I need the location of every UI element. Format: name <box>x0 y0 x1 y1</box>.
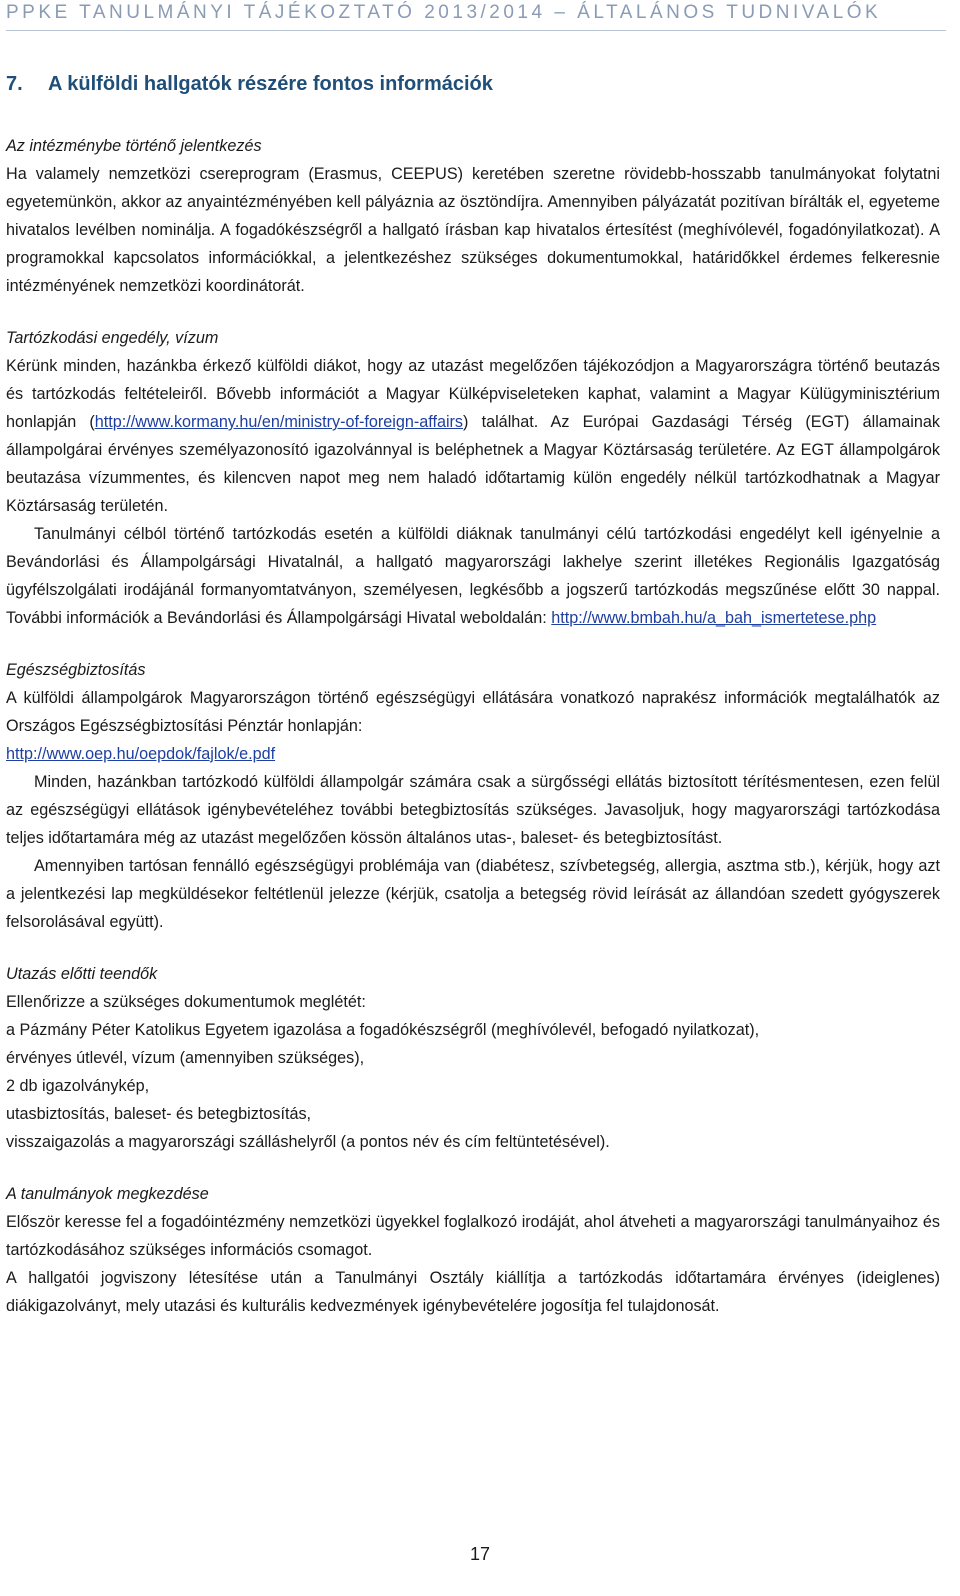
travel-intro: Ellenőrizze a szükséges dokumentumok meglétét: <box>6 993 366 1011</box>
studies-paragraph-1: Először keresse fel a fogadóintézmény nemzetközi ügyekkel foglalkozó irodáját, ahol átveheti a magyarországi tanulmányaihoz és tartózkodásához szükséges információs csomagot. <box>6 1213 940 1259</box>
section-heading-application: Az intézménybe történő jelentkezés <box>6 137 262 155</box>
travel-list-item: visszaigazolás a magyarországi szálláshelyről (a pontos név és cím feltüntetésével). <box>6 1133 610 1151</box>
residence-text-c: Tanulmányi célból történő tartózkodás esetén a külföldi diáknak tanulmányi célú tartózkodási engedélyt kell igényelnie a Bevándorlási és Állampolgársági Hivatalnál, a hallgató magyarországi lakhelye szerint illetékes Regionális Igazgatóság ügyfélszolgálati irodájánál formanyomtatványon, személyesen, legkésőbb a jogszerű tartózkodás megszűnése előtt 30 nappal. További információk a Bevándorlási és Állampolgársági Hivatal weboldalán: <box>6 525 940 627</box>
travel-list-item: 2 db igazolványkép, <box>6 1077 150 1095</box>
travel-list-item: a Pázmány Péter Katolikus Egyetem igazolása a fogadókészségről (meghívólevél, befogadó nyilatkozat), <box>6 1021 760 1039</box>
running-header: PPKE TANULMÁNYI TÁJÉKOZTATÓ 2013/2014 – ÁLTALÁNOS TUDNIVALÓK <box>6 2 882 23</box>
health-paragraph-2: Minden, hazánkban tartózkodó külföldi állampolgár számára csak a sürgősségi ellátás biztosított térítésmentesen, ezen felül az egészségügyi ellátások igénybevételéhez további betegbiztosítás szükséges. Javasoljuk, hogy magyarországi tartózkodása teljes időtartamára még az utazást megelőzően kössön általános utas-, baleset- és betegbiztosítást. <box>6 773 940 847</box>
residence-text-a: Kérünk minden, hazánkba érkező külföldi diákot, hogy az utazást megelőzően tájékozódjon a Magyarországra történő beutazás és tartózkodás feltételeiről. Bővebb információt a Magyar Külképviseleteken kaphat, valamint a Magyar Külügyminisztérium honlapján ( <box>6 357 940 431</box>
chapter-number: 7. <box>6 73 23 95</box>
health-link-line <box>6 740 940 768</box>
body-text <box>6 132 940 1320</box>
travel-list-item: érvényes útlevél, vízum (amennyiben szükséges), <box>6 1049 365 1067</box>
section-heading-health: Egészségbiztosítás <box>6 661 146 679</box>
health-insurance-link[interactable]: http://www.oep.hu/oepdok/fajlok/e.pdf <box>6 745 276 763</box>
travel-list-item: utasbiztosítás, baleset- és betegbiztosítás, <box>6 1105 312 1123</box>
health-paragraph-3: Amennyiben tartósan fennálló egészségügyi problémája van (diabétesz, szívbetegség, allergia, asztma stb.), kérjük, hogy azt a jelentkezési lap megküldésekor feltétlenül jelezze (kérjük, csatolja a betegség rövid leírását az állandóan szedett gyógyszerek felsorolásával együtt). <box>6 857 940 931</box>
residence-paragraph-2 <box>6 520 940 632</box>
header-rule <box>6 30 946 31</box>
health-paragraph-1: A külföldi állampolgárok Magyarországon történő egészségügyi ellátására vonatkozó naprakész információk megtalálhatók az Országos Egészségbiztosítási Pénztár honlapján: <box>6 689 940 735</box>
section-heading-residence: Tartózkodási engedély, vízum <box>6 329 219 347</box>
section-heading-studies: A tanulmányok megkezdése <box>6 1185 209 1203</box>
chapter-title <box>6 73 493 96</box>
page-number: 17 <box>469 1544 491 1564</box>
foreign-ministry-link[interactable]: http://www.kormany.hu/en/ministry-of-foreign-affairs <box>94 413 464 431</box>
section-heading-travel: Utazás előtti teendők <box>6 965 158 983</box>
chapter-title-text: A külföldi hallgatók részére fontos információk <box>48 73 493 95</box>
residence-text-b: ) találhat. Az Európai Gazdasági Térség (EGT) államainak állampolgárai érvényes személyazonosító igazolvánnyal is beléphetnek a Magyar Köztársaság területére. Az EGT állampolgárok beutazása vízummentes, és kilencven napot meg nem haladó időtartamig külön engedély nélkül tartózkodhatnak a Magyar Köztársaság területén. <box>6 413 940 515</box>
residence-paragraph-1 <box>6 352 940 520</box>
immigration-office-link[interactable]: http://www.bmbah.hu/a_bah_ismertetese.php <box>551 609 877 627</box>
application-paragraph: Ha valamely nemzetközi csereprogram (Erasmus, CEEPUS) keretében szeretne rövidebb-hosszabb tanulmányokat folytatni egyetemünkön, akkor az anyaintézményében kell pályáznia az ösztöndíjra. Amennyiben pályázatát pozitívan bírálták el, egyeteme hivatalos levélben nominálja. A fogadókészségről a hallgató írásban kap hivatalos értesítést (meghívólevél, fogadónyilatkozat). A programokkal kapcsolatos információkkal, a jelentkezéshez szükséges dokumentumokkal, határidőkkel érdemes felkeresnie intézményének nemzetközi koordinátorát. <box>6 165 940 295</box>
studies-paragraph-2: A hallgatói jogviszony létesítése után a Tanulmányi Osztály kiállítja a tartózkodás időtartamára érvényes (ideiglenes) diákigazolványt, mely utazási és kulturális kedvezmények igénybevételére jogosítja fel tulajdonosát. <box>6 1269 940 1315</box>
